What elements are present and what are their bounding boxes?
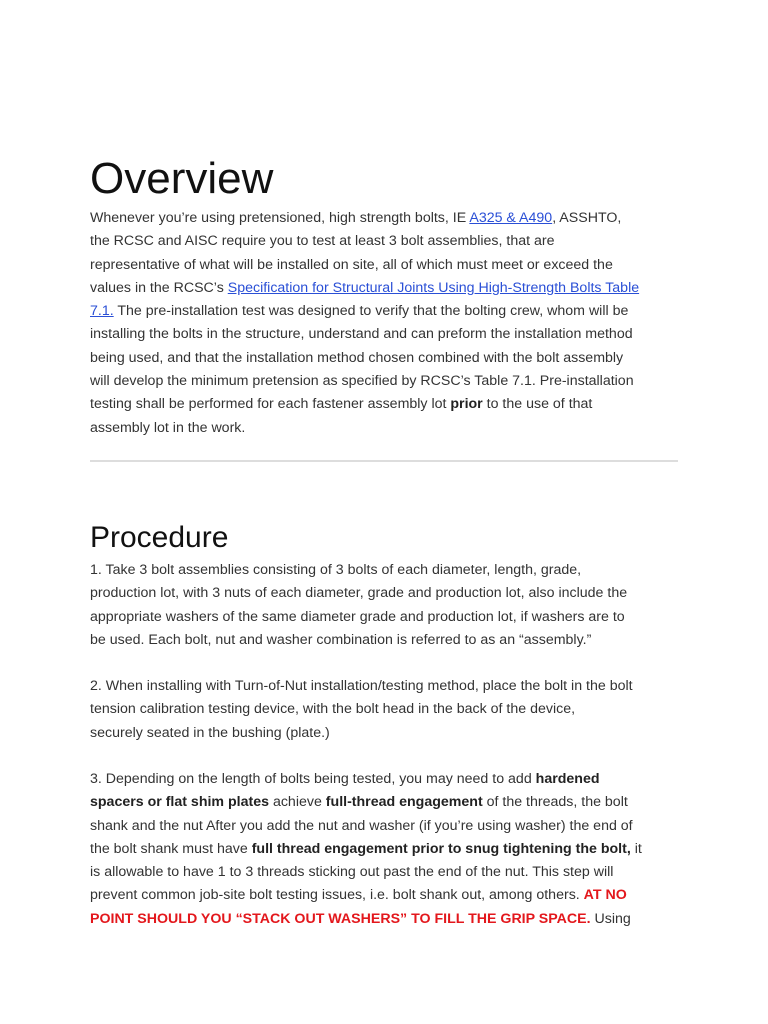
text-span: it (630, 840, 642, 857)
overview-line (90, 300, 680, 323)
step-3-line: shank and the nut After you add the nut and washer (if you’re using washer) the end of (90, 817, 633, 834)
step-1-line: 1. Take 3 bolt assemblies consisting of 3 bolts of each diameter, length, grade, (90, 562, 582, 578)
text-span: testing shall be performed for each fastener assembly lot (90, 396, 451, 413)
step-2-line: tension calibration testing device, with the bolt head in the back of the device, (90, 701, 576, 718)
text-span: to the use of that (482, 396, 593, 413)
overview-line: will develop the minimum pretension as specified by RCSC’s Table 7.1. Pre-installation (90, 373, 634, 390)
step-3-line (90, 838, 680, 861)
step-3-line (90, 791, 680, 814)
text-span: , ASSHTO, (552, 210, 622, 226)
text-span: prevent common job-site bolt testing issues, i.e. bolt shank out, among others. (90, 887, 584, 904)
text-span: achieve (269, 794, 326, 811)
text-span: The pre-installation test was designed to verify that the bolting crew, whom will be (113, 303, 629, 320)
step-1-line: production lot, with 3 nuts of each diameter, grade and production lot, also include the (90, 585, 628, 602)
overview-line (90, 393, 680, 416)
warning-text: POINT SHOULD YOU “STACK OUT WASHERS” TO FILL THE GRIP SPACE. (90, 910, 591, 927)
procedure-step-3 (90, 768, 680, 931)
overview-line: installing the bolts in the structure, understand and can preform the installation method (90, 326, 633, 343)
overview-line: representative of what will be installed on site, all of which must meet or exceed the (90, 256, 613, 273)
step-3-line (90, 768, 680, 791)
step-1-line: appropriate washers of the same diameter grade and production lot, if washers are to (90, 608, 625, 625)
section-divider (90, 460, 678, 462)
step-3-line (90, 908, 680, 931)
procedure-step-2 (90, 675, 680, 745)
step-2-line: 2. When installing with Turn-of-Nut installation/testing method, place the bolt in the bolt (90, 678, 633, 694)
rcsc-specification-link[interactable]: Specification for Structural Joints Using High-Strength Bolts Table (227, 279, 640, 296)
text-span: 3. Depending on the length of bolts being tested, you may need to add (90, 771, 536, 787)
text-span: the bolt shank must have (90, 840, 252, 857)
bold-text: hardened (535, 771, 600, 787)
text-span: Using (590, 910, 631, 927)
step-3-line (90, 884, 680, 907)
text-span: Whenever you’re using pretensioned, high strength bolts, IE (90, 210, 470, 226)
bold-text: full thread engagement prior to snug tightening the bolt, (251, 840, 631, 857)
text-span: of the threads, the bolt (482, 794, 628, 811)
bold-prior: prior (450, 396, 483, 413)
step-3-line: is allowable to have 1 to 3 threads sticking out past the end of the nut. This step will (90, 864, 614, 881)
bold-text: spacers or flat shim plates (90, 794, 269, 811)
overview-line (90, 207, 680, 230)
procedure-heading: Procedure (90, 521, 229, 554)
overview-line (90, 277, 680, 300)
bold-text: full-thread engagement (325, 794, 483, 811)
step-1-line: be used. Each bolt, nut and washer combination is referred to as an “assembly.” (90, 631, 592, 648)
a325-a490-link[interactable]: A325 & A490 (469, 210, 553, 226)
overview-line: assembly lot in the work. (90, 419, 246, 436)
procedure-step-1 (90, 559, 680, 652)
overview-heading: Overview (90, 154, 274, 203)
rcsc-specification-link-continued[interactable]: 7.1. (90, 303, 114, 320)
overview-paragraph (90, 207, 680, 440)
text-span: values in the RCSC’s (90, 279, 228, 296)
overview-line: being used, and that the installation method chosen combined with the bolt assembly (90, 349, 624, 366)
overview-line: the RCSC and AISC require you to test at least 3 bolt assemblies, that are (90, 233, 555, 250)
warning-text: AT NO (583, 887, 627, 904)
step-2-line: securely seated in the bushing (plate.) (90, 724, 330, 741)
